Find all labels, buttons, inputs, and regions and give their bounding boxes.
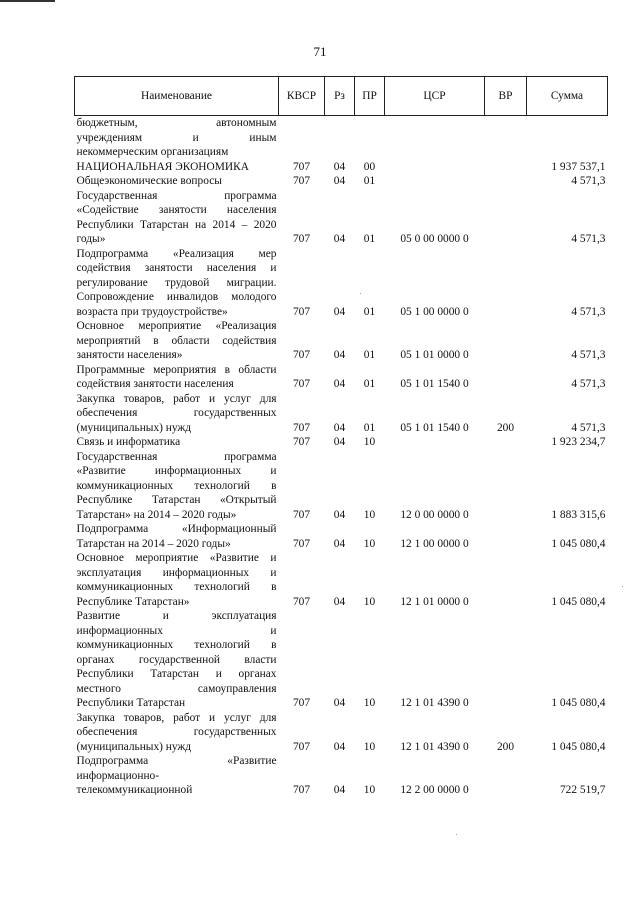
row-name-line: Сопровождение инвалидов молодого <box>76 291 277 303</box>
row-kvsr: 707 <box>292 233 311 245</box>
row-vr <box>485 551 527 609</box>
table-row <box>75 319 608 363</box>
row-csr: 05 1 00 0000 0 <box>400 305 469 318</box>
row-vr <box>485 174 527 189</box>
row-pr: 01 <box>363 349 376 361</box>
row-name <box>75 116 279 160</box>
row-name-line: «Содействие занятости населения <box>76 204 277 216</box>
page-number: 71 <box>313 44 327 59</box>
row-sum: 1 883 315,6 <box>551 508 606 521</box>
row-name-line: регулирование трудовой миграции. <box>76 276 277 289</box>
row-name <box>75 522 279 551</box>
row-pr: 01 <box>363 378 376 390</box>
row-rz: 04 <box>333 784 346 796</box>
row-name-line: «Развитие информационных и <box>76 465 277 477</box>
table-row <box>75 174 608 189</box>
row-vr: 200 <box>496 740 515 753</box>
table-row <box>75 189 608 247</box>
row-vr <box>485 189 527 247</box>
row-name-line: Государственная программа <box>76 450 277 463</box>
row-name-line: Республики Татарстан на 2014 – 2020 <box>76 218 277 231</box>
row-vr <box>485 363 527 392</box>
row-rz: 04 <box>333 305 346 318</box>
row-name-line: бюджетным, автономным <box>76 117 277 129</box>
scan-speck <box>622 586 623 587</box>
row-name-line: Развитие и эксплуатация <box>76 610 277 622</box>
row-pr <box>355 116 385 160</box>
row-name-line: Республики Татарстан <box>76 697 186 709</box>
row-name <box>75 247 279 320</box>
row-name <box>75 450 279 523</box>
row-rz: 04 <box>333 421 346 434</box>
row-kvsr: 707 <box>292 160 311 173</box>
row-kvsr: 707 <box>292 697 311 709</box>
row-name-line: обеспечения государственных <box>76 407 277 419</box>
row-sum: 4 571,3 <box>571 349 606 361</box>
row-pr: 10 <box>363 508 376 521</box>
table-row <box>75 247 608 320</box>
table-row <box>75 522 608 551</box>
row-name-line: органах государственной власти <box>76 653 277 666</box>
row-pr: 00 <box>363 160 376 173</box>
row-name <box>75 363 279 392</box>
scan-speck <box>360 293 361 294</box>
row-pr: 10 <box>363 740 376 753</box>
table-body <box>75 116 608 798</box>
row-name-line: занятости населения» <box>76 349 183 361</box>
row-rz: 04 <box>333 233 346 245</box>
table-row <box>75 450 608 523</box>
row-rz: 04 <box>333 697 346 709</box>
row-rz: 04 <box>333 349 346 361</box>
row-kvsr: 707 <box>292 537 311 550</box>
row-name-line: обеспечения государственных <box>76 726 277 738</box>
row-name-line: Республике Татарстан» <box>76 595 190 608</box>
row-name-line: Закупка товаров, работ и услуг для <box>76 711 277 724</box>
row-csr: 12 1 01 4390 0 <box>400 740 469 753</box>
row-name-line: Программные мероприятия в области <box>76 363 277 376</box>
row-vr <box>485 435 527 450</box>
row-pr: 10 <box>363 436 376 448</box>
row-sum: 1 045 080,4 <box>551 537 606 550</box>
header-name: Наименование <box>75 77 279 116</box>
row-name <box>75 189 279 247</box>
row-rz <box>325 116 355 160</box>
row-sum: 1 045 080,4 <box>551 740 606 753</box>
row-name-line: Татарстан на 2014 – 2020 годы» <box>76 537 231 550</box>
row-sum <box>527 116 608 160</box>
row-rz: 04 <box>333 436 346 448</box>
row-vr <box>485 319 527 363</box>
row-csr <box>385 116 485 160</box>
row-csr: 12 1 00 0000 0 <box>400 537 469 550</box>
row-kvsr: 707 <box>292 740 311 753</box>
row-name-line: местного самоуправления <box>76 682 277 695</box>
row-kvsr: 707 <box>292 784 311 796</box>
table-row <box>75 551 608 609</box>
row-name-line: возраста при трудоустройстве» <box>76 305 228 318</box>
row-name <box>75 754 279 798</box>
row-name-line: мероприятий в области содействия <box>76 334 277 347</box>
row-csr: 12 0 00 0000 0 <box>400 508 469 521</box>
row-kvsr: 707 <box>292 378 311 390</box>
row-kvsr: 707 <box>292 305 311 318</box>
row-vr <box>485 160 527 175</box>
row-name-line: Закупка товаров, работ и услуг для <box>76 392 277 405</box>
row-vr <box>485 450 527 523</box>
row-sum: 4 571,3 <box>571 175 606 187</box>
row-name-line: учреждениям и иным <box>76 131 277 144</box>
row-vr <box>485 522 527 551</box>
row-name <box>75 711 279 755</box>
row-rz: 04 <box>333 175 346 187</box>
row-name-line: коммуникационных технологий в <box>76 639 277 651</box>
row-name-line: Татарстан» на 2014 – 2020 годы» <box>76 508 237 521</box>
table-row <box>75 609 608 711</box>
row-csr: 05 0 00 0000 0 <box>400 233 469 245</box>
row-sum: 4 571,3 <box>571 378 606 390</box>
row-vr <box>485 754 527 798</box>
row-kvsr: 707 <box>292 436 311 448</box>
row-name-line: годы» <box>76 233 106 245</box>
scan-speck <box>456 834 457 835</box>
row-name <box>75 160 279 175</box>
row-rz: 04 <box>333 378 346 390</box>
row-rz: 04 <box>333 537 346 550</box>
row-name-line: Республике Татарстан «Открытый <box>76 494 277 506</box>
row-name <box>75 392 279 436</box>
row-name-line: эксплуатация информационных и <box>76 566 277 579</box>
row-name-line: Подпрограмма «Информационный <box>76 523 277 535</box>
row-csr: 12 1 01 0000 0 <box>400 595 469 608</box>
table-row <box>75 116 608 160</box>
row-pr: 01 <box>363 175 376 187</box>
row-kvsr: 707 <box>292 508 311 521</box>
row-name-line: Подпрограмма «Развитие <box>76 755 277 767</box>
table-row <box>75 392 608 436</box>
row-sum: 1 923 234,7 <box>551 436 606 448</box>
row-kvsr: 707 <box>292 421 311 434</box>
row-sum: 1 045 080,4 <box>551 697 606 709</box>
header-rz: Рз <box>325 77 355 116</box>
header-csr: ЦСР <box>385 77 485 116</box>
row-name <box>75 609 279 711</box>
row-sum: 4 571,3 <box>571 305 606 318</box>
row-name-line: Связь и информатика <box>76 436 181 448</box>
row-name-line: Основное мероприятие «Развитие и <box>76 552 277 564</box>
row-name-line: Подпрограмма «Реализация мер <box>76 247 277 260</box>
table-row <box>75 363 608 392</box>
row-rz: 04 <box>333 740 346 753</box>
row-vr <box>485 609 527 711</box>
row-name-line: НАЦИОНАЛЬНАЯ ЭКОНОМИКА <box>76 160 249 173</box>
row-name-line: содействия занятости населения <box>76 378 234 390</box>
row-kvsr: 707 <box>292 349 311 361</box>
row-pr: 01 <box>363 233 376 245</box>
header-pr: ПР <box>355 77 385 116</box>
row-csr: 05 1 01 1540 0 <box>400 421 469 434</box>
row-csr: 12 1 01 4390 0 <box>400 697 469 709</box>
row-name-line: (муниципальных) нужд <box>76 421 192 434</box>
row-csr: 05 1 01 1540 0 <box>400 378 469 390</box>
table-row <box>75 754 608 798</box>
row-pr: 01 <box>363 305 376 318</box>
row-sum: 4 571,3 <box>571 233 606 245</box>
row-kvsr: 707 <box>292 175 311 187</box>
header-vr: ВР <box>485 77 527 116</box>
row-name-line: Основное мероприятие «Реализация <box>76 320 277 332</box>
row-vr: 200 <box>496 421 515 434</box>
row-kvsr <box>279 116 325 160</box>
row-sum: 722 519,7 <box>559 784 606 796</box>
row-name <box>75 319 279 363</box>
row-pr: 10 <box>363 595 376 608</box>
row-csr <box>385 160 485 175</box>
row-vr <box>485 247 527 320</box>
table-row <box>75 160 608 175</box>
row-pr: 01 <box>363 421 376 434</box>
row-name <box>75 174 279 189</box>
budget-table <box>74 76 608 798</box>
row-pr: 10 <box>363 537 376 550</box>
table-row <box>75 435 608 450</box>
row-name-line: Республики Татарстан и органах <box>76 668 277 680</box>
header-sum: Сумма <box>527 77 608 116</box>
table-header-row <box>75 77 608 116</box>
scan-corner-mark <box>0 0 55 11</box>
row-name-line: информационно- <box>76 769 160 782</box>
row-csr <box>385 435 485 450</box>
row-pr: 10 <box>363 784 376 796</box>
row-name <box>75 435 279 450</box>
row-rz: 04 <box>333 160 346 173</box>
row-name-line: (муниципальных) нужд <box>76 740 192 753</box>
row-name-line: коммуникационных технологий в <box>76 479 277 492</box>
row-csr <box>385 174 485 189</box>
row-rz: 04 <box>333 508 346 521</box>
row-sum: 4 571,3 <box>571 421 606 434</box>
row-name-line: информационных и <box>76 624 277 637</box>
row-pr: 10 <box>363 697 376 709</box>
row-name-line: некоммерческим организациям <box>76 146 229 158</box>
row-sum: 1 937 537,1 <box>551 160 606 173</box>
row-name-line: коммуникационных технологий в <box>76 581 277 593</box>
header-kvsr: КВСР <box>279 77 325 116</box>
row-name <box>75 551 279 609</box>
row-name-line: содействия занятости населения и <box>76 262 277 274</box>
row-kvsr: 707 <box>292 595 311 608</box>
row-csr: 12 2 00 0000 0 <box>400 784 469 796</box>
row-vr <box>485 116 527 160</box>
row-name-line: Общеэкономические вопросы <box>76 175 222 187</box>
row-rz: 04 <box>333 595 346 608</box>
table-row <box>75 711 608 755</box>
row-name-line: телекоммуникационной <box>76 784 193 796</box>
row-name-line: Государственная программа <box>76 189 277 202</box>
row-csr: 05 1 01 0000 0 <box>400 349 469 361</box>
row-sum: 1 045 080,4 <box>551 595 606 608</box>
